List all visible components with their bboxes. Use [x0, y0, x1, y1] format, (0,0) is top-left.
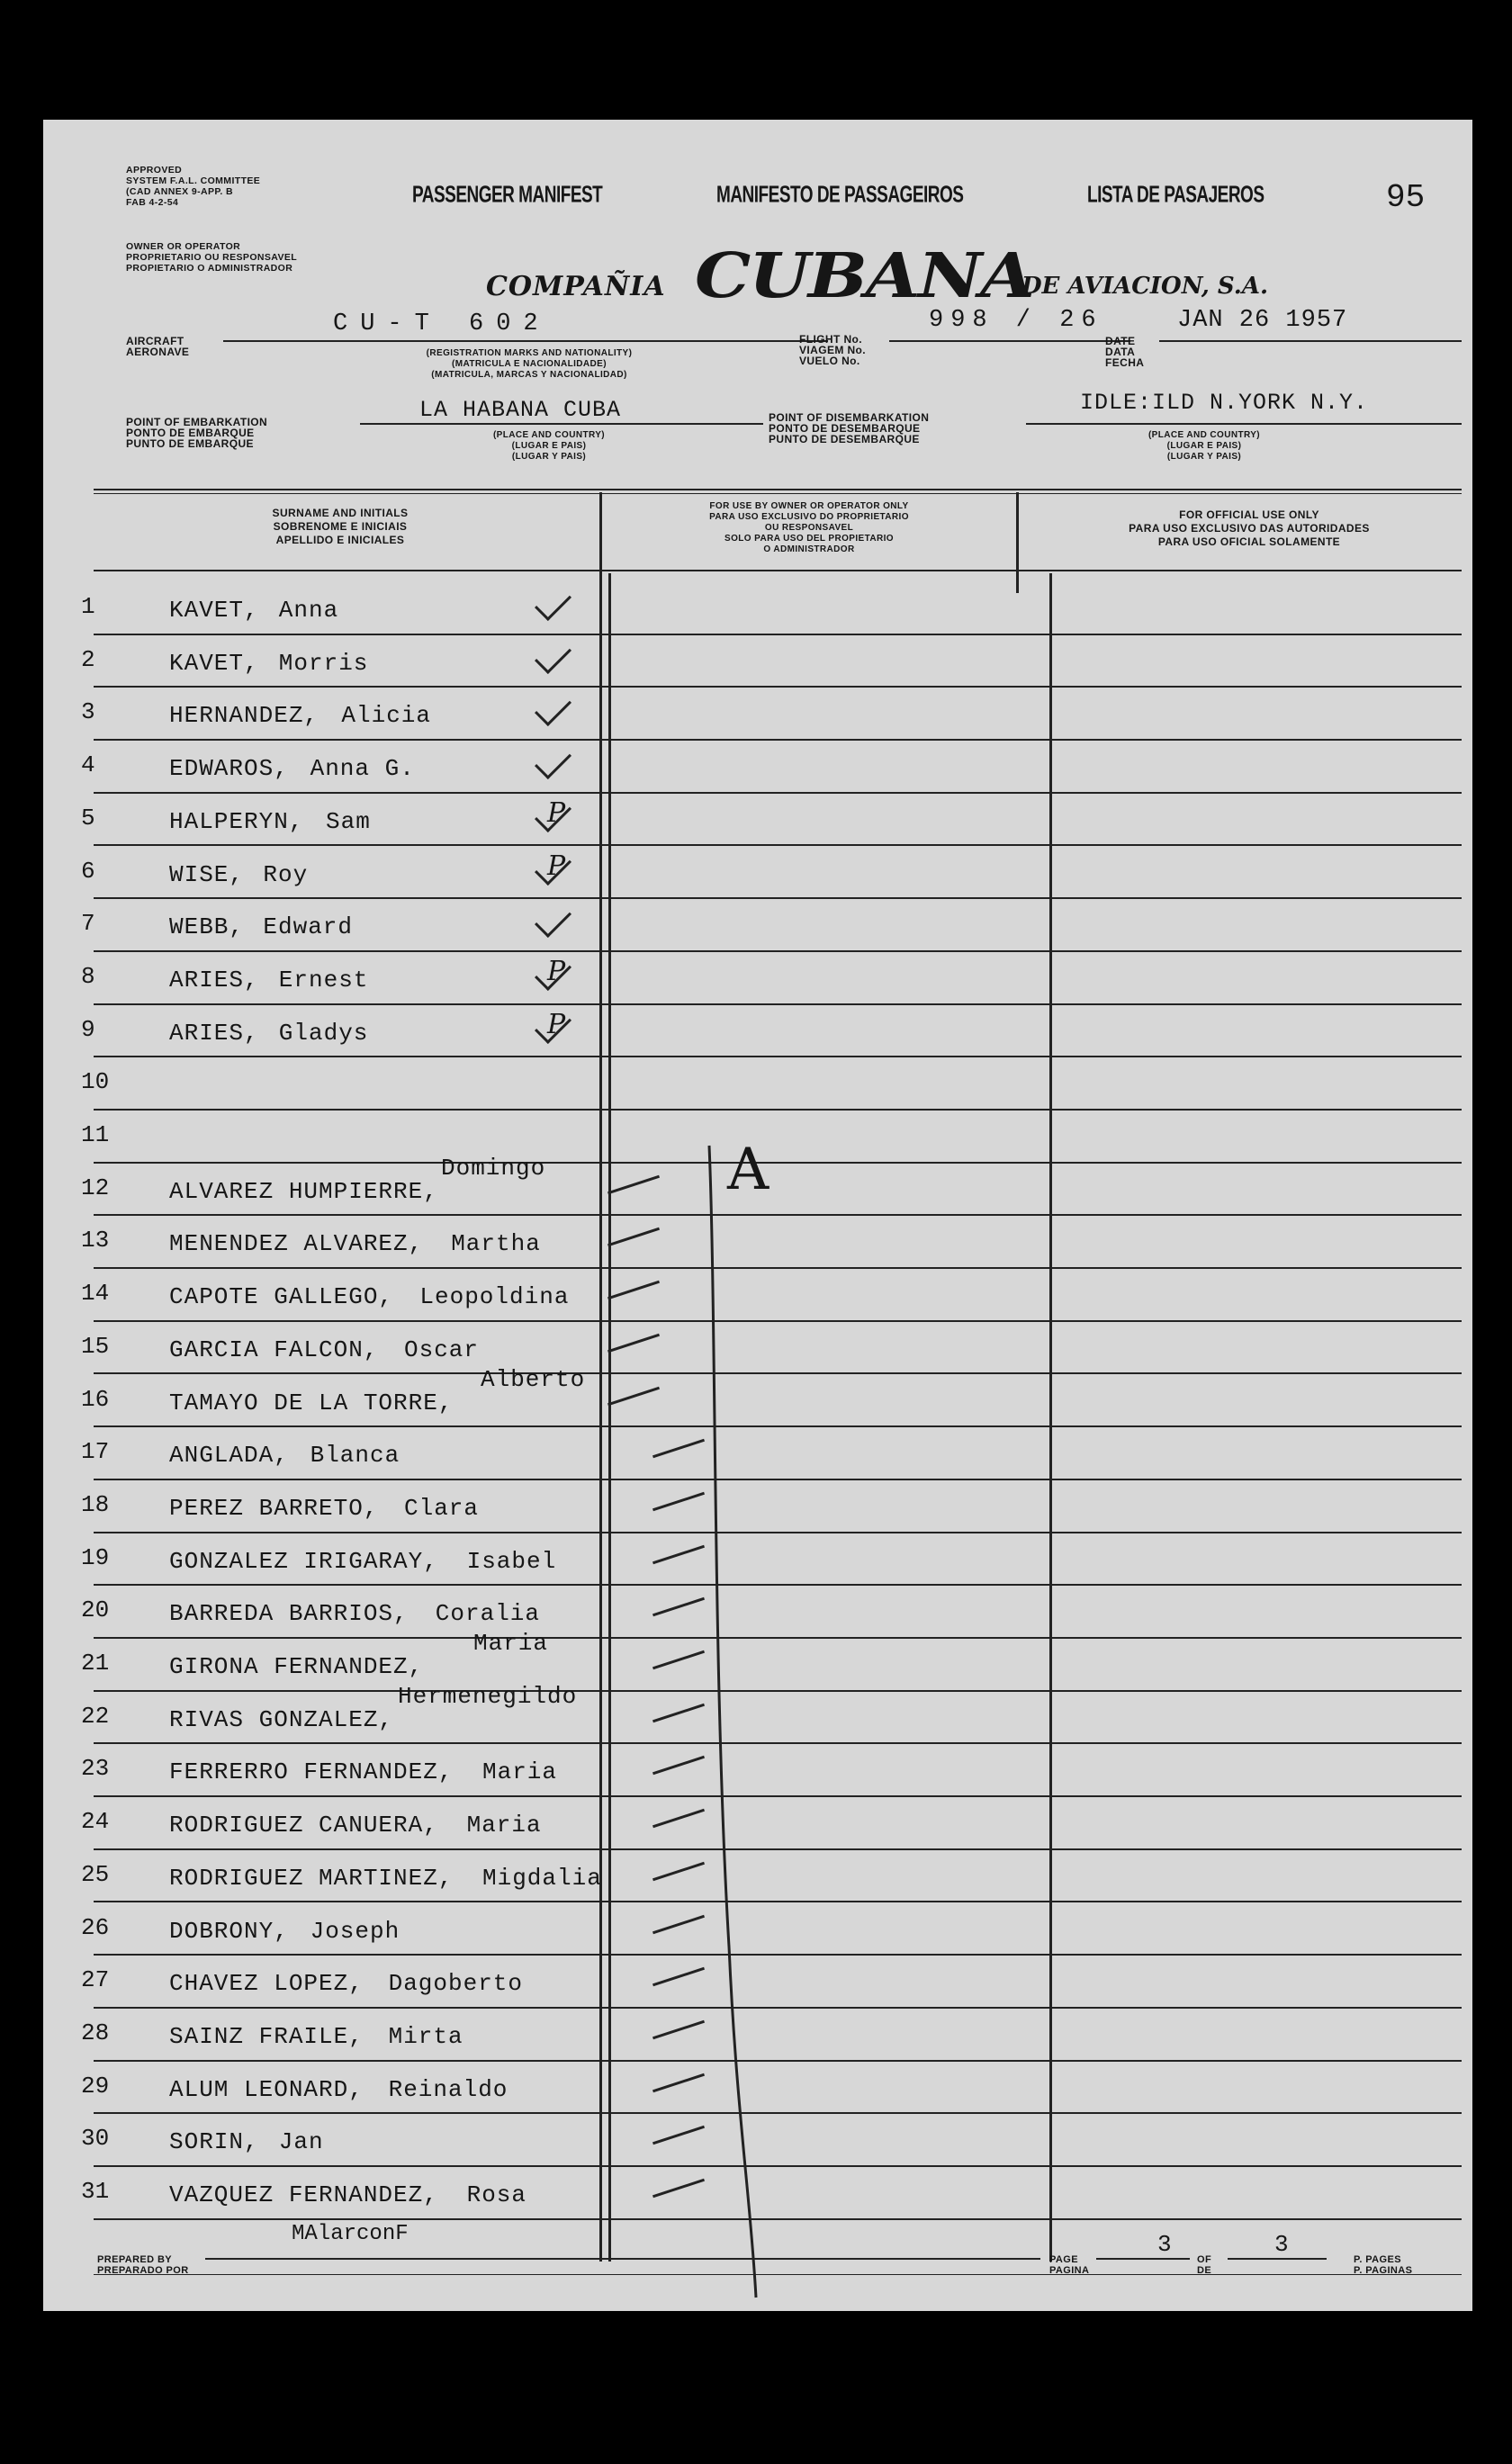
page-value: 3 — [1157, 2231, 1172, 2258]
row-rule — [94, 1372, 1462, 1374]
table-row — [43, 742, 1472, 796]
given-name-above: Alberto — [481, 1365, 586, 1393]
given-name: Migdalia — [482, 1864, 602, 1892]
header-surname: SURNAME AND INITIALS SOBRENOME E INICIAIS APELLIDO E INICIALES — [272, 507, 409, 546]
title-english: PASSENGER MANIFEST — [412, 183, 603, 209]
surname: KAVET, — [169, 597, 259, 624]
given-name: Maria — [482, 1758, 558, 1786]
row-number: 5 — [81, 804, 95, 832]
date-label: DATE DATA FECHA — [1105, 335, 1145, 369]
row-number: 25 — [81, 1860, 110, 1888]
row-rule — [94, 1637, 1462, 1639]
row-number: 12 — [81, 1174, 110, 1201]
table-row — [43, 849, 1472, 902]
stroke-mark — [608, 1174, 660, 1193]
surname: ARIES, — [169, 966, 259, 994]
row-rule — [94, 1479, 1462, 1480]
of-value: 3 — [1274, 2231, 1289, 2258]
surname: GARCIA FALCON, — [169, 1335, 379, 1363]
row-number: 20 — [81, 1596, 110, 1624]
row-number: 8 — [81, 962, 95, 990]
check-mark — [535, 742, 572, 779]
row-number: 28 — [81, 2019, 110, 2046]
given-name: Dagoberto — [388, 1970, 524, 1998]
row-number: 10 — [81, 1068, 110, 1096]
row-number: 23 — [81, 1755, 110, 1783]
given-name: Coralia — [435, 1600, 541, 1628]
disembarkation-label: POINT OF DISEMBARKATION PONTO DE DESEMBARQUE PUNTO DE DESEMBARQUE — [769, 411, 930, 445]
flight-value: 998 / 26 — [929, 307, 1103, 334]
row-rule — [94, 2007, 1462, 2009]
surname: RODRIGUEZ MARTINEZ, — [169, 1864, 454, 1892]
aircraft-label: AIRCRAFT AERONAVE — [126, 335, 190, 358]
surname: PEREZ BARRETO, — [169, 1494, 379, 1522]
approval-text: APPROVED SYSTEM F.A.L. COMMITTEE (CAD ANNEX 9-APP. B FAB 4-2-54 — [126, 165, 261, 208]
row-number: 16 — [81, 1385, 110, 1413]
stroke-mark — [608, 1281, 660, 1299]
row-number: 19 — [81, 1543, 110, 1571]
row-number: 27 — [81, 1966, 110, 1994]
given-name: Gladys — [278, 1019, 369, 1047]
given-name: Ernest — [278, 966, 369, 994]
given-name: Edward — [263, 913, 354, 941]
surname: ANGLADA, — [169, 1442, 289, 1470]
check-mark — [535, 584, 572, 621]
bracket-mark — [664, 1137, 772, 2311]
row-rule — [94, 1162, 1462, 1164]
given-name: Isabel — [466, 1547, 557, 1575]
surname: EDWAROS, — [169, 755, 289, 783]
given-name: Joseph — [310, 1917, 400, 1945]
surname: TAMAYO DE LA TORRE, — [169, 1389, 454, 1416]
given-name: Roy — [263, 860, 309, 888]
surname: KAVET, — [169, 649, 259, 677]
pages-label: P. PAGES P. PAGINAS — [1354, 2254, 1413, 2276]
table-row — [43, 689, 1472, 742]
stroke-mark — [608, 1228, 660, 1246]
row-number: 4 — [81, 751, 95, 779]
stroke-mark — [608, 1334, 660, 1353]
disembarkation-value: IDLE:ILD N.YORK N.Y. — [1080, 390, 1369, 416]
row-number: 31 — [81, 2178, 110, 2205]
row-number: 26 — [81, 1913, 110, 1941]
row-rule — [94, 1795, 1462, 1797]
given-name: Blanca — [310, 1442, 400, 1470]
row-rule — [94, 1109, 1462, 1111]
row-rule — [94, 1848, 1462, 1850]
table-row — [43, 584, 1472, 637]
logo-main: CUBANA — [695, 240, 1033, 312]
row-number: 17 — [81, 1438, 110, 1466]
row-rule — [94, 844, 1462, 846]
surname: CAPOTE GALLEGO, — [169, 1283, 394, 1311]
row-rule — [94, 897, 1462, 899]
surname: SAINZ FRAILE, — [169, 2022, 364, 2050]
surname: RIVAS GONZALEZ, — [169, 1705, 394, 1733]
given-name: Jan — [278, 2128, 324, 2156]
registration-label: (REGISTRATION MARKS AND NATIONALITY) (MATRICULA E NACIONALIDADE) (MATRICULA, MARCAS Y NACIONALIDAD) — [426, 348, 633, 380]
check-mark — [535, 901, 572, 938]
handwritten-a-mark: A — [727, 1137, 770, 1203]
logo-suffix: DE AVIACION, S.A. — [1022, 273, 1269, 300]
row-number: 24 — [81, 1808, 110, 1836]
row-number: 2 — [81, 645, 95, 673]
prepared-by-label: PREPARED BY PREPARADO POR — [97, 2254, 189, 2276]
surname: MENENDEZ ALVAREZ, — [169, 1230, 424, 1258]
surname: ALUM LEONARD, — [169, 2075, 364, 2103]
row-rule — [94, 1003, 1462, 1005]
row-number: 22 — [81, 1702, 110, 1730]
given-name: Clara — [404, 1494, 480, 1522]
row-number: 30 — [81, 2125, 110, 2153]
row-rule — [94, 2060, 1462, 2062]
row-rule — [94, 1425, 1462, 1427]
title-spanish: LISTA DE PASAJEROS — [1087, 183, 1264, 209]
row-number: 6 — [81, 857, 95, 885]
surname: SORIN, — [169, 2128, 259, 2156]
surname: GIRONA FERNANDEZ, — [169, 1653, 424, 1680]
given-name: Sam — [326, 807, 371, 835]
surname: DOBRONY, — [169, 1917, 289, 1945]
table-row — [43, 796, 1472, 849]
row-number: 1 — [81, 593, 95, 620]
given-name: Mirta — [388, 2022, 464, 2050]
embarkation-label: POINT OF EMBARKATION PONTO DE EMBARQUE PUNTO DE EMBARQUE — [126, 416, 268, 450]
check-mark — [535, 637, 572, 674]
column-divider-2 — [1016, 492, 1019, 593]
table-row — [43, 1059, 1472, 1112]
of-label: OF DE — [1197, 2254, 1212, 2276]
given-name: Maria — [466, 1812, 542, 1839]
flight-label: FLIGHT No. VIAGEM No. VUELO No. — [799, 333, 867, 367]
given-name: Martha — [451, 1230, 541, 1258]
p-mark: P — [547, 796, 566, 829]
table-row — [43, 1007, 1472, 1060]
table-row — [43, 901, 1472, 954]
given-name: Anna — [278, 597, 339, 624]
disembarkation-place-label: (PLACE AND COUNTRY) (LUGAR E PAIS) (LUGAR Y PAIS) — [1148, 430, 1261, 462]
given-name-above: Maria — [473, 1630, 549, 1657]
given-name: Rosa — [466, 2181, 527, 2208]
row-rule — [94, 1690, 1462, 1692]
row-number: 15 — [81, 1332, 110, 1360]
row-rule — [94, 2112, 1462, 2114]
embarkation-value: LA HABANA CUBA — [419, 397, 622, 423]
row-rule — [94, 1532, 1462, 1533]
row-rule — [94, 1056, 1462, 1057]
p-mark: P — [547, 850, 566, 882]
cubana-logo — [486, 240, 1296, 318]
given-name: Reinaldo — [388, 2075, 508, 2103]
date-value: JAN 26 1957 — [1177, 307, 1348, 334]
given-name-above: Hermenegildo — [398, 1682, 578, 1710]
row-rule — [94, 739, 1462, 741]
surname: BARREDA BARRIOS, — [169, 1600, 409, 1628]
manifest-sheet — [43, 120, 1472, 2311]
title-portuguese: MANIFESTO DE PASSAGEIROS — [716, 183, 964, 209]
owner-label: OWNER OR OPERATOR PROPRIETARIO OU RESPONSAVEL PROPIETARIO O ADMINISTRADOR — [126, 241, 298, 274]
row-rule — [94, 1320, 1462, 1322]
surname: GONZALEZ IRIGARAY, — [169, 1547, 438, 1575]
table-row — [43, 954, 1472, 1007]
row-rule — [94, 686, 1462, 688]
row-rule — [94, 1901, 1462, 1902]
surname: FERRERRO FERNANDEZ, — [169, 1758, 454, 1786]
page-label: PAGE PAGINA — [1049, 2254, 1090, 2276]
row-number: 7 — [81, 910, 95, 938]
row-rule — [94, 2218, 1462, 2220]
header-official-use: FOR OFFICIAL USE ONLY PARA USO EXCLUSIVO DAS AUTORIDADES PARA USO OFICIAL SOLAMENTE — [1129, 508, 1370, 548]
row-rule — [94, 1742, 1462, 1744]
surname: ARIES, — [169, 1019, 259, 1047]
p-mark: P — [547, 1008, 566, 1040]
row-number: 21 — [81, 1650, 110, 1677]
given-name: Alicia — [341, 702, 432, 730]
surname: VAZQUEZ FERNANDEZ, — [169, 2181, 438, 2208]
row-rule — [94, 1584, 1462, 1586]
row-rule — [94, 1954, 1462, 1956]
given-name-above: Domingo — [441, 1154, 546, 1182]
given-name: Anna G. — [310, 755, 415, 783]
row-number: 18 — [81, 1490, 110, 1518]
prepared-by-value: MAlarconF — [292, 2222, 409, 2246]
sheet-number: 95 — [1386, 179, 1426, 216]
given-name: Leopoldina — [419, 1283, 570, 1311]
row-rule — [94, 1267, 1462, 1269]
check-mark — [535, 689, 572, 726]
table-row — [43, 637, 1472, 690]
header-owner-use: FOR USE BY OWNER OR OPERATOR ONLY PARA USO EXCLUSIVO DO PROPRIETARIO OU RESPONSAVEL SOLO PARA USO DEL PROPIETARIO O ADMINISTRADOR — [709, 501, 909, 554]
row-rule — [94, 2165, 1462, 2167]
p-mark: P — [547, 955, 566, 987]
row-number: 3 — [81, 698, 95, 726]
row-rule — [94, 634, 1462, 635]
row-number: 9 — [81, 1015, 95, 1043]
surname: HERNANDEZ, — [169, 702, 320, 730]
row-rule — [94, 950, 1462, 952]
given-name: Oscar — [404, 1335, 480, 1363]
row-number: 29 — [81, 2072, 110, 2100]
row-number: 13 — [81, 1227, 110, 1254]
surname: ALVAREZ HUMPIERRE, — [169, 1177, 438, 1205]
surname: RODRIGUEZ CANUERA, — [169, 1812, 438, 1839]
row-rule — [94, 792, 1462, 794]
aircraft-value: CU-T 602 — [333, 310, 551, 337]
surname: HALPERYN, — [169, 807, 304, 835]
stroke-mark — [608, 1386, 660, 1405]
embarkation-place-label: (PLACE AND COUNTRY) (LUGAR E PAIS) (LUGAR Y PAIS) — [492, 430, 606, 462]
row-number: 14 — [81, 1280, 110, 1308]
surname: CHAVEZ LOPEZ, — [169, 1970, 364, 1998]
surname: WEBB, — [169, 913, 245, 941]
row-number: 11 — [81, 1121, 110, 1148]
surname: WISE, — [169, 860, 245, 888]
logo-prefix: COMPAÑIA — [486, 271, 666, 302]
given-name: Morris — [278, 649, 369, 677]
row-rule — [94, 1214, 1462, 1216]
